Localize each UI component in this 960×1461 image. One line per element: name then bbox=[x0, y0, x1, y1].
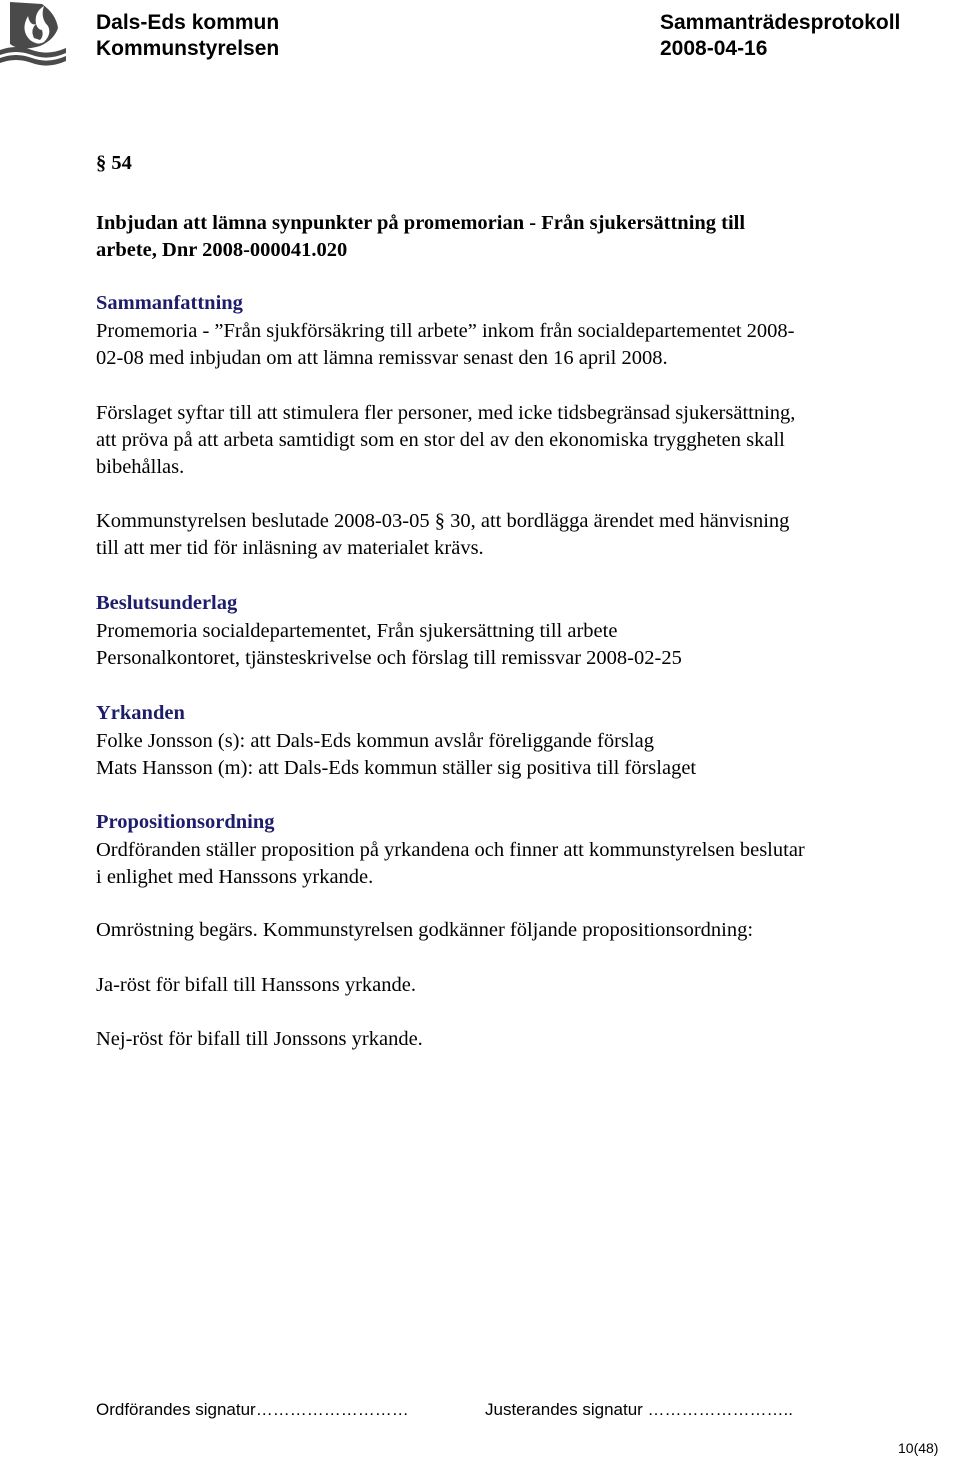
header-date: 2008-04-16 bbox=[660, 37, 768, 60]
text-line: i enlighet med Hanssons yrkande. bbox=[96, 866, 374, 888]
list-item: Folke Jonsson (s): att Dals-Eds kommun avslår föreliggande förslag bbox=[96, 730, 654, 752]
sammanfattning-heading: Sammanfattning bbox=[96, 292, 243, 314]
text-line: till att mer tid för inläsning av materialet krävs. bbox=[96, 537, 484, 559]
municipality-logo bbox=[0, 0, 66, 66]
text-line: Kommunstyrelsen beslutade 2008-03-05 § 30, att bordlägga ärendet med hänvisning bbox=[96, 510, 790, 532]
text-line: 02-08 med inbjudan om att lämna remissvar senast den 16 april 2008. bbox=[96, 347, 668, 369]
yrkanden-list bbox=[96, 728, 926, 782]
item-title-line-1: Inbjudan att lämna synpunkter på promemorian - Från sjukersättning till bbox=[96, 212, 746, 234]
list-item: Personalkontoret, tjänsteskrivelse och förslag till remissvar 2008-02-25 bbox=[96, 647, 682, 669]
list-item: Mats Hansson (m): att Dals-Eds kommun ställer sig positiva till förslaget bbox=[96, 757, 697, 779]
section-number: § 54 bbox=[96, 152, 132, 174]
sammanfattning-paragraph-1 bbox=[96, 318, 926, 372]
yrkanden-heading: Yrkanden bbox=[96, 702, 185, 724]
propositionsordning-paragraph-4: Nej-röst för bifall till Jonssons yrkande. bbox=[96, 1028, 423, 1050]
propositionsordning-paragraph-2: Omröstning begärs. Kommunstyrelsen godkänner följande propositionsordning: bbox=[96, 919, 754, 941]
sammanfattning-paragraph-2 bbox=[96, 400, 926, 481]
text-line: Förslaget syftar till att stimulera fler personer, med icke tidsbegränsad sjukersättning, bbox=[96, 402, 796, 424]
text-line: bibehållas. bbox=[96, 456, 185, 478]
text-line: Ordföranden ställer proposition på yrkandena och finner att kommunstyrelsen beslutar bbox=[96, 839, 805, 861]
text-line: att pröva på att arbeta samtidigt som en stor del av den ekonomiska tryggheten skall bbox=[96, 429, 785, 451]
propositionsordning-paragraph-3: Ja-röst för bifall till Hanssons yrkande. bbox=[96, 974, 416, 996]
text-line: Promemoria - ”Från sjukförsäkring till arbete” inkom från socialdepartementet 2008- bbox=[96, 320, 795, 342]
chair-signature-line: Ordförandes signatur……………………… bbox=[96, 1400, 409, 1419]
beslutsunderlag-heading: Beslutsunderlag bbox=[96, 592, 238, 614]
header-body: Kommunstyrelsen bbox=[96, 37, 280, 60]
page-number: 10(48) bbox=[898, 1440, 939, 1456]
list-item: Promemoria socialdepartementet, Från sjukersättning till arbete bbox=[96, 620, 618, 642]
propositionsordning-heading: Propositionsordning bbox=[96, 811, 275, 833]
adjuster-signature-line: Justerandes signatur …………………….. bbox=[485, 1400, 793, 1419]
sammanfattning-paragraph-3 bbox=[96, 508, 926, 562]
item-title-line-2: arbete, Dnr 2008-000041.020 bbox=[96, 239, 348, 261]
item-title bbox=[96, 210, 926, 264]
header-doc-type: Sammanträdesprotokoll bbox=[660, 11, 901, 34]
header-org: Dals-Eds kommun bbox=[96, 11, 280, 34]
propositionsordning-paragraph-1 bbox=[96, 837, 926, 891]
beslutsunderlag-list bbox=[96, 618, 926, 672]
